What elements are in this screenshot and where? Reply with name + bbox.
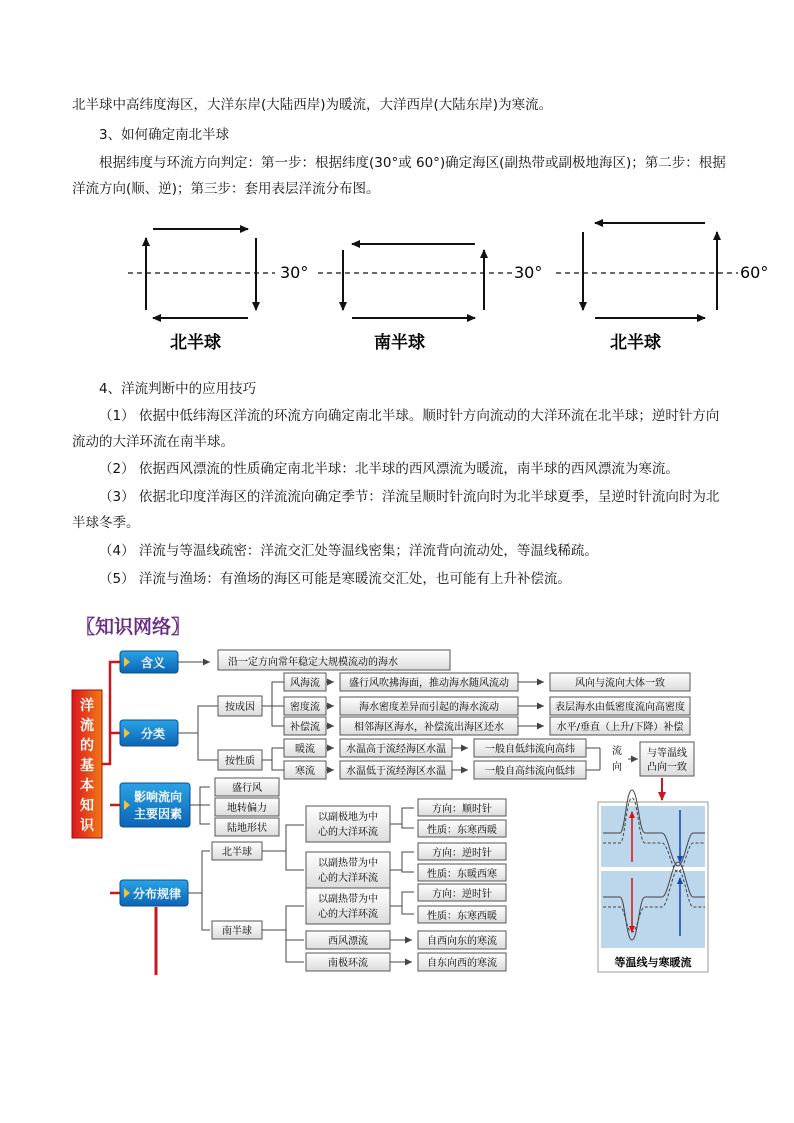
knowledge-network-map (0, 640, 794, 975)
svg-text:密度流: 密度流 (290, 702, 320, 713)
svg-text:一般自高纬流向低纬: 一般自高纬流向低纬 (485, 766, 575, 777)
s-loop: 以副热带为中心的大洋环流 (318, 894, 378, 920)
svg-text:方向：逆时针: 方向：逆时针 (432, 848, 492, 859)
svg-text:方向：顺时针: 方向：顺时针 (432, 804, 492, 815)
svg-text:水温高于流经海区水温: 水温高于流经海区水温 (346, 744, 446, 755)
s-loop-props (418, 884, 506, 923)
s-other (306, 931, 390, 971)
south-hemisphere: 南半球 (222, 926, 252, 937)
svg-text:南极环流: 南极环流 (328, 958, 368, 969)
cause-notes (550, 673, 690, 735)
text-line-1: 北半球中高纬度海区，大洋东岸(大陆西岸)为暖流，大洋西岸(大陆东岸)为寒流。 (72, 97, 553, 113)
hemisphere-label: 北半球 (610, 333, 661, 353)
by-nature: 按性质 (225, 756, 255, 767)
svg-text:性质：东暖西寒: 性质：东暖西寒 (427, 869, 497, 880)
svg-text:陆地形状: 陆地形状 (227, 823, 267, 834)
svg-text:寒流: 寒流 (295, 766, 315, 777)
cat-meaning: 含义 (140, 656, 166, 670)
svg-text:水温低于流经海区水温: 水温低于流经海区水温 (346, 766, 446, 777)
meaning-text: 沿一定方向常年稳定大规模流动的海水 (228, 657, 398, 668)
svg-text:一般自低纬流向高纬: 一般自低纬流向高纬 (485, 744, 575, 755)
heading-4: 4、洋流判断中的应用技巧 (99, 381, 257, 397)
heading-3: 3、如何确定南北半球 (99, 127, 230, 143)
cat-distribution: 分布规律 (132, 887, 182, 901)
svg-text:风向与流向大体一致: 风向与流向大体一致 (575, 678, 665, 689)
cat-classification: 分类 (140, 727, 166, 741)
hemisphere-diagrams (0, 210, 794, 360)
svg-text:补偿流: 补偿流 (290, 722, 320, 733)
svg-text:暖流: 暖流 (295, 744, 315, 755)
svg-text:盛行风吹拂海面，推动海水随风流动: 盛行风吹拂海面，推动海水随风流动 (349, 678, 509, 689)
svg-text:盛行风: 盛行风 (232, 783, 262, 794)
iso-note: 与等温线凸向一致 (647, 748, 687, 773)
svg-text:方向：逆时针: 方向：逆时针 (432, 889, 492, 900)
tip-5: （5） 洋流与渔场：有渔场的海区可能是寒暖流交汇处，也可能有上升补偿流。 (99, 571, 571, 587)
lat-label: 30° (280, 263, 309, 282)
nature-descriptions (340, 739, 452, 779)
n-loop-2: 以副热带为中心的大洋环流 (318, 858, 378, 884)
nature-types (284, 739, 326, 779)
hemisphere-label: 南半球 (374, 333, 425, 353)
north-hemisphere: 北半球 (222, 847, 252, 858)
lat-label: 30° (514, 263, 543, 282)
factor-list (215, 778, 279, 836)
nature-directions (474, 739, 586, 779)
lat-label: 60° (740, 263, 769, 282)
s-other-desc (418, 931, 506, 971)
paragraph-3: 根据纬度与环流方向判定：第一步：根据纬度(30°或 60°)确定海区(副热带或副极地海区)；第二步：根据洋流方向(顺、逆)；第三步：套用表层洋流分布图。 (72, 155, 726, 197)
svg-text:风海流: 风海流 (290, 678, 320, 689)
svg-text:性质：东寒西暖: 性质：东寒西暖 (427, 911, 497, 922)
diagram-2 (318, 244, 542, 353)
root-text: 洋流的基本知识 (80, 698, 94, 834)
svg-text:性质：东寒西暖: 性质：东寒西暖 (427, 825, 497, 836)
n-loop-props (418, 799, 506, 881)
svg-text:地转偏力: 地转偏力 (227, 803, 267, 814)
tip-1: （1） 依据中低纬海区洋流的环流方向确定南北半球。顺时针方向流动的大洋环流在北半球；逆时针方向流动的大洋环流在南半球。 (72, 408, 720, 450)
svg-text:海水密度差异而引起的海水流动: 海水密度差异而引起的海水流动 (359, 702, 499, 713)
svg-text:自西向东的寒流: 自西向东的寒流 (427, 936, 497, 947)
diagram-3 (556, 223, 768, 353)
svg-text:水平/垂直（上升/下降）补偿: 水平/垂直（上升/下降）补偿 (556, 722, 684, 733)
by-cause: 按成因 (225, 702, 255, 713)
tip-3: （3） 依据北印度洋海区的洋流流向确定季节：洋流呈顺时针流向时为北半球夏季，呈逆时针流向时为北半球冬季。 (72, 489, 720, 531)
hemisphere-label: 北半球 (170, 333, 221, 353)
cat-factors: 影响流向主要因素 (133, 790, 183, 821)
iso-caption: 等温线与寒暖流 (614, 956, 692, 969)
n-loop-1: 以副极地为中心的大洋环流 (318, 812, 378, 838)
flow-direction-label: 流向 (612, 746, 622, 773)
cause-types (284, 673, 326, 735)
diagram-1 (128, 229, 308, 353)
tip-2: （2） 依据西风漂流的性质确定南北半球：北半球的西风漂流为暖流，南半球的西风漂流为寒流。 (99, 461, 679, 477)
isotherm-illustration (598, 790, 708, 972)
knowledge-network-title: 〖知识网络〗 (76, 616, 191, 638)
tip-4: （4） 洋流与等温线疏密：洋流交汇处等温线密集；洋流背向流动处，等温线稀疏。 (99, 543, 598, 559)
svg-text:表层海水由低密度流向高密度: 表层海水由低密度流向高密度 (555, 702, 685, 713)
svg-text:相邻海区海水，补偿流出海区还水: 相邻海区海水，补偿流出海区还水 (354, 722, 504, 733)
svg-text:西风漂流: 西风漂流 (328, 936, 368, 947)
cause-descriptions (340, 673, 518, 735)
svg-text:自东向西的寒流: 自东向西的寒流 (427, 958, 497, 969)
